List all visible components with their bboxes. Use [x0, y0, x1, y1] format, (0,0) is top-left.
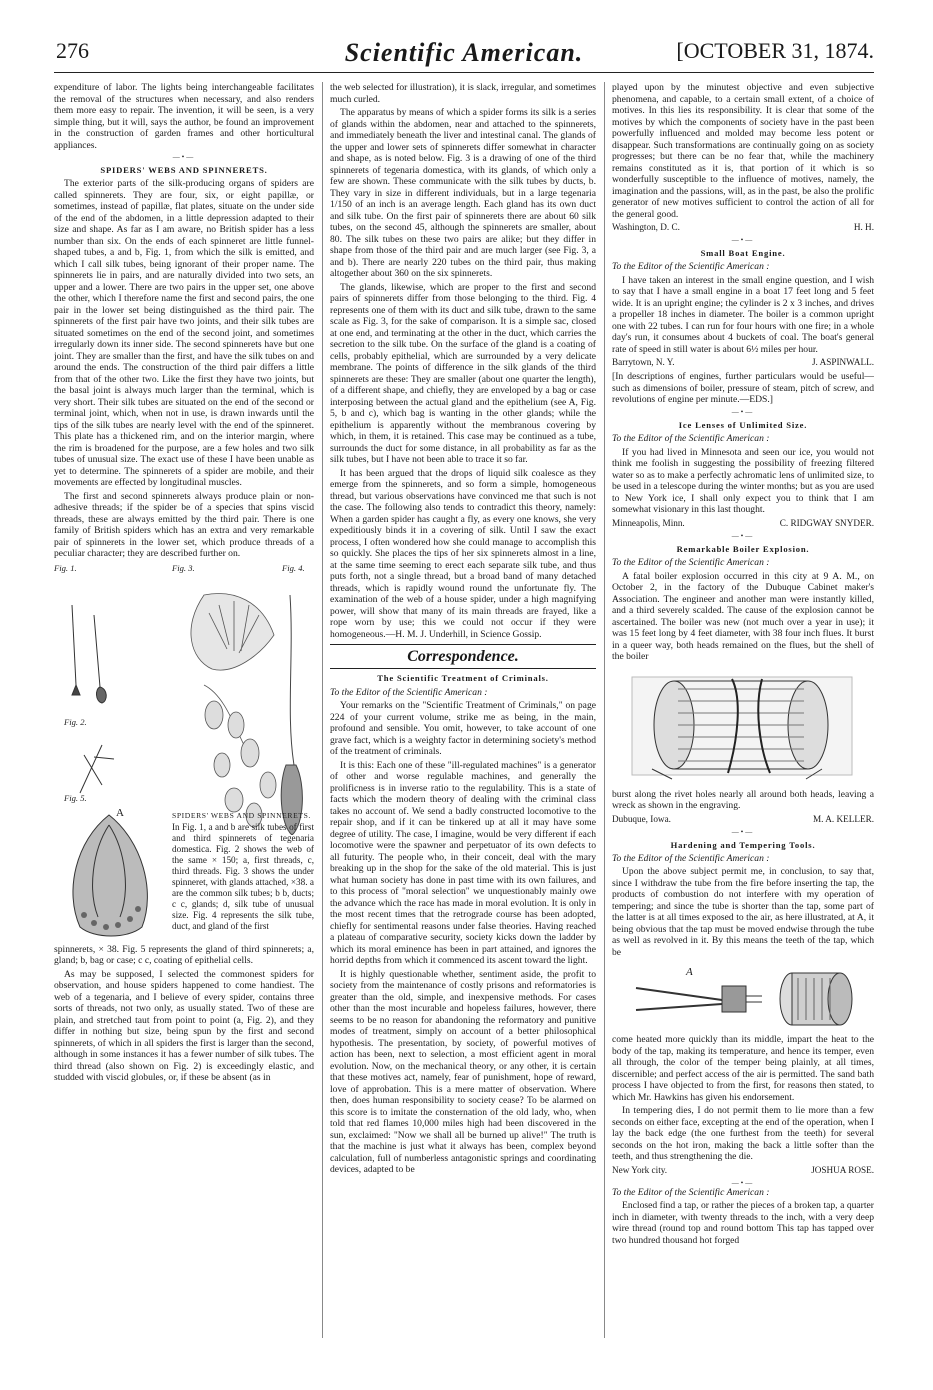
tap-tube-figure — [612, 960, 874, 1032]
page-number: 276 — [56, 38, 89, 63]
letter-signature: JOSHUA ROSE. — [811, 1164, 874, 1175]
figure-label: Fig. 5. — [64, 792, 87, 803]
article-paragraph: The apparatus by means of which a spider forms its silk is a series of glands within the abdomen, near and attached to the spinnerets, and immediately beneath the liver and intestinal canal. The glands of the upper and lower sets of spinnerets differ somewhat in character and shape, as is noted below. Fig. 3 is a drawing of one of the third spinnerets of tegenaria domestica, with its glands, of which only a few are shown. These communicate with the silk tubes by ducts, b. They vary in size in different individuals, but in a large tegenaria 1/150 of an inch is an average length. Each gland has its own duct and silk tube. On the first pair of spinnerets there are about 60 silk tubes, on the second 45, although the spinnerets are smaller, about 80. The silk tubes on these two pairs are alike; but they differ in shape from those of the third pair and are much larger (see Fig. 3, a and b). There are nearly 220 tubes on the third pair, thus making altogether about 360 on the six spinnerets. — [330, 107, 596, 279]
letter-place: Dubuque, Iowa. — [612, 813, 671, 824]
section-divider-ornament: —•— — [731, 407, 755, 416]
column-2 — [330, 82, 596, 1338]
figure-caption: SPIDERS' WEBS AND SPINNERETS. — [172, 810, 311, 820]
spinneret-engraving — [54, 575, 314, 835]
letter-paragraph: come heated more quickly than its middle, impart the heat to the body of the tap, making its temperature, and hence its temper, even all through, the color of the temper being plainly, at all times, discernible; and perfect access of the air is permitted. The sand bath process I have objected to from the first, for reasons then stated, to which Mr. Hawkins has given his endorsement. — [612, 1034, 874, 1103]
letter-place: Washington, D. C. — [612, 222, 680, 232]
issue-date: [OCTOBER 31, 1874. — [676, 38, 874, 63]
letter-paragraph: It is this: Each one of these "ill-regulated machines" is a generator of other and worse regulable machines, and generally the prolificness is in inverse ratio to the regulability. This is a state of facts which the modern theory of dealing with the criminal class takes no account of. We send a badly constructed locomotive to the repair shop, and if it can be tinkered up at all it may have some degree of utility. The case, I imagine, would be very different if each locomotive were the spawner and perpetuator of its own defects to all futurity. The people who, in their conceit, deal with the mary breaking up in the shop for the sake of the old material. This is just what human society has done in past time with its own failures, and to this process of "moral selection" we unquestionably mainly owe the advance which the race has made in moral evolution. It is only in the most recent times that the retrograde course has been adopted, chiefly for sentimental reasons under false theories. Having reached a plateau of comparative security, society kicks down the ladder by which its moral eminence has been in part attained, and ignores the horrid depths from which it commenced its ascent toward the light. — [330, 759, 596, 966]
spider-figures — [54, 563, 314, 941]
column-divider — [322, 82, 323, 1338]
figure-label: Fig. 2. — [64, 716, 87, 727]
column-divider — [604, 82, 605, 1338]
letter-signature: H. H. — [853, 222, 874, 232]
letter-signature-row — [612, 814, 874, 825]
publication-title: Scientific American. — [344, 38, 584, 67]
letter-paragraph: If you had lived in Minnesota and seen our ice, you would not think me foolish in suggesting the possibility of freezing filtered water so as to make a perfectly achromatic lens of unlimited size, to be used in a telescope during the winter months; but as you are used to New York ice, I shall only expect you to think that I am somewhat visionary in this last thought. — [612, 446, 874, 516]
article-paragraph: The exterior parts of the silk-producing organs of spiders are called spinnerets. They are four, six, or eight papillæ, or sometimes, instead of papillæ, flat plates, situate on the under side of the end of the abdomen, in a little depression adapted to their size and shape. As far as I am aware, no British spider has a less number than six. On the ends of each spinneret are little funnel-shaped tubes, a and b, Fig. 1, from which the silk is emitted, and which I call silk tubes, being ignorant of their proper name. The spinnerets lie in pairs, and are naturally divided into two sets, an upper and a lower. There are two pairs in the upper set, one above the other, which I therefore name the first and second pairs, the one pair in the lower set being distinguished as the third pair. The spinnerets of the first pair have two joints, and their silk tubes are situated sometimes on the end of the second joint, and sometimes irregularly down its inner side. The second spinnerets have but one joint. They are smaller than the first, and have the silk tubes on and around the ends. The construction of the third pair differs a little from that of the other two. Like the first they have two joints, but the basal joint is always much larger than the terminal, which is very short. Their silk tubes are situated on the end of the second or terminal joint, which, when not in use, is drawn inwards until the tips of the silk tubes are nearly level with the end of the spinneret. This plate has a thickened rim, and on the interior margin, where the rim is broadened for the purpose, are a few holes and two silk tubes of unusual size. The exact use of these I have been unable as yet to determine. The spinnerets of a spider are mobile, and their movements are effected by longitudinal muscles. — [54, 178, 314, 489]
correspondence-title: Correspondence. — [330, 644, 596, 669]
letter-paragraph: In tempering dies, I do not permit them to lie more than a few seconds on either face, excepting at the end of the operation, when I lay the back edge (the one furthest from the teeth) for several seconds on the hot iron, making the back a little softer than the teeth, and thus strengthening the die. — [612, 1105, 874, 1163]
article-paragraph: spinnerets, × 38. Fig. 5 represents the gland of third spinnerets; a, gland; b, bag or case; c c, coating of epithelial cells. — [54, 943, 314, 967]
article-paragraph: As may be supposed, I selected the commonest spiders for observation, and house spiders happened to come handiest. The web of a tegenaria, and I believe of every spider, contains three sorts of threads, not two only, as usually stated. Two of these are plain, and stretched taut from point to point (a, Fig. 2), and they differ in nothing but size, being spun by the first and second spinnerets, of which in all spiders the first is larger than the second, although in some instances it has a fewer number of silk tubes. The third thread (also shown on Fig. 2) is exceedingly elastic, and studded with viscid globules, or, if these be absent (as in — [54, 968, 314, 1084]
letter-heading-tempering-tools: Hardening and Tempering Tools. — [670, 839, 816, 850]
letter-signature-row — [612, 518, 874, 529]
letter-heading-boat-engine: Small Boat Engine. — [700, 248, 786, 259]
intro-paragraph: expenditure of labor. The lights being interchangeable facilitates the removal of the structures when necessary, and also renders them more easy to repair. The invention, it will be seen, is a very simple thing, but it will, says the author, be found an improvement in the construction of garden frames and other horticultural appliances. — [54, 82, 314, 151]
article-paragraph: The glands, likewise, which are proper to the first and second pairs of spinnerets differ from those belonging to the third. Fig. 4 represents one of them with its duct and silk tube, drawn to the same scale as Fig. 3, for the sake of comparison. It is a simple sac, closed at one end, and terminating at the other in the duct, which carries the secretion to the silk tube. On the surface of the gland is a coating of cells, probably epithelial, which are surrounded by a very delicate membrane. The points of difference in the silk glands of the third spinnerets are these: They are smaller (about one quarter the length), of a different shape, and chiefly, they are enveloped by a bag or case interposing between the actual gland and the epithelium (see A, Fig. 5, b and c), which bag is wanting in the other glands; while the epithelium is apparently without the membranous covering by which, in them, it is retained. This case may be continued as a tube, surrounds the duct for some distance, in all probability as far as the silk tubes, but I have not been able to trace it so far. — [330, 281, 596, 465]
section-divider-ornament: —•— — [731, 1178, 755, 1187]
fig3-gland-cluster-drawing — [191, 593, 276, 826]
newspaper-page — [54, 38, 874, 1338]
article-paragraph: The first and second spinnerets always produce plain or non-adhesive threads; if the spider be of a species that spins viscid threads, these are always emitted by the third pair. There is one family of British spiders which has an extra and very remarkable pair of spinnerets in the lower set, which produce threads of a peculiar character; they are described further on. — [54, 490, 314, 560]
fig5-gland-engraving — [54, 811, 164, 941]
figure-label: A — [116, 806, 124, 819]
section-divider-ornament: —•— — [172, 153, 196, 161]
letter-paragraph: Enclosed find a tap, or rather the pieces of a broken tap, a quarter inch in diameter, with twenty threads to the inch, with a very deep wire thread (round top and round bottom This tap has tapped over two hundred thousand hot forged — [612, 1200, 874, 1246]
section-divider-ornament: —•— — [731, 827, 755, 836]
article-paragraph: the web selected for illustration), it is slack, irregular, and sometimes much curled. — [330, 82, 596, 105]
letter-place: Minneapolis, Minn. — [612, 517, 685, 528]
letter-paragraph: Upon the above subject permit me, in conclusion, to say that, since I withdraw the tube from the fire before inserting the tap, the products of combustion do not interfere with my operation of tempering; and since the tube is shorter than the tap, some part of the latter is at all times exposed to the air, as here illustrated, at A, it being obvious that the tap must be moved endwise through the tube as well as revolved in it. By this means the teeth of the tap, which be — [612, 866, 874, 958]
letter-heading-boiler-explosion: Remarkable Boiler Explosion. — [676, 543, 810, 554]
editor-note: [In descriptions of engines, further particulars would be useful—such as dimensions of boiler, pressure of steam, pitch of screw, and revolutions of engine per minute.—EDS.] — [612, 371, 874, 406]
letter-heading-ice-lenses: Ice Lenses of Unlimited Size. — [678, 419, 808, 430]
letter-place: New York city. — [612, 1164, 668, 1175]
tap-tube-engraving — [612, 960, 874, 1032]
figure-label: Fig. 1. — [54, 562, 77, 573]
masthead-rule — [54, 72, 874, 73]
letter-paragraph: It is highly questionable whether, sentiment aside, the profit to society from the maintenance of costly prisons and reformatories is greater than the old, simple, and inexpensive methods. For cases other than the most incurable and hopeless failures, however, there seems to be no reason for abandoning the reformatory and punitive modes of treatment, simply on account of a better philosophical hypothesis. The presentation, by society, of powerful motives of action has been, next to selection, a most efficient agent in moral evolution. Now, on the mechanical theory, or any other, it is certain that these motives act, namely, fear of punishment, hope of reward, love of approbation. This is a mere matter of observation. Where then, does human responsibility to society cease? To be alarmed on this score is to imitate the consternation of the old lady, who, when told that red flames 10,000 miles high had been discovered in the sun, exclaimed: "Now we shall all be burned up alive!" The truth is that the machine is just what it always has been, complex beyond calculation, full of numberless antagonistic springs and coordinating devices, adapted to be — [330, 968, 596, 1175]
letter-signature: M. A. KELLER. — [813, 813, 874, 824]
letter-signature: J. ASPINWALL. — [811, 357, 874, 368]
section-divider-ornament: —•— — [731, 236, 755, 245]
letter-salutation: To the Editor of the Scientific American : — [612, 852, 770, 864]
section-divider-ornament: —•— — [731, 531, 755, 540]
column-1 — [54, 82, 314, 1338]
letter-paragraph: Your remarks on the "Scientific Treatment of Criminals," on page 224 of your current volume, strike me as being, in the main, profound and sensible. You omit, however, to take account of one grave fact, which is a weighty factor in determining society's method of the treatment of criminals. — [330, 700, 596, 757]
letter-salutation: To the Editor of the Scientific American : — [612, 261, 770, 273]
figure-label: Fig. 3. — [172, 562, 195, 573]
letter-heading-criminals: The Scientific Treatment of Criminals. — [377, 673, 549, 684]
letter-paragraph: burst along the rivet holes nearly all around both heads, leaving a wreck as shown in the engraving. — [612, 788, 874, 812]
letter-place: Barrytown, N. Y. — [612, 357, 675, 368]
figure-note — [172, 811, 314, 932]
masthead — [54, 38, 874, 72]
letter-salutation: To the Editor of the Scientific American : — [612, 557, 770, 569]
fig1-silk-tubes-drawing — [72, 605, 114, 793]
letter-salutation: To the Editor of the Scientific American : — [612, 433, 770, 445]
letter-salutation: To the Editor of the Scientific American : — [330, 686, 488, 698]
letter-signature-row — [612, 357, 874, 368]
letter-signature-row — [612, 1165, 874, 1176]
letter-signature-row — [612, 222, 874, 233]
letter-paragraph: played upon by the minutest objective and even subjective phenomena, and capable, to a certain small extent, of a choice of motives. In this lies its responsibility. It is clear that some of the motives by which the components of society have in the past been powerfully influenced and molded may become less potent or disappear. Such transformations are continually going on as society progresses; but there can be no fear that, while the machinery remains constituted as it is, that portion of it which is so wonderfully susceptible to the influence of motives, namely, the imagination and the passions, will, as in the past, be also the prolific generator of new motives sufficient to control the action of all for the general good. — [612, 82, 874, 220]
letter-signature: C. RIDGWAY SNYDER. — [779, 517, 874, 528]
figure-label: A — [686, 966, 693, 979]
column-3 — [612, 82, 874, 1338]
figure-description: In Fig. 1, a and b are silk tubes of first and third spinnerets of tegenaria domestica. Fig. 2 shows the web of the same × 150; a, first threads, c, third threads. Fig. 3 shows the under spinneret, with glands attached, ×38. a are the common silk tubes; b b, ducts; c c, glands; d, silk tube of unusual size. Fig. 4 represents the silk tube, duct, and gland of the first — [172, 821, 314, 932]
article-heading-spiders: SPIDERS' WEBS AND SPINNERETS. — [100, 165, 268, 175]
letter-salutation: To the Editor of the Scientific American : — [612, 1186, 770, 1198]
boiler-wreck-engraving — [612, 665, 874, 787]
fig4-gland-drawing — [281, 595, 302, 835]
article-paragraph: It has been argued that the drops of liquid silk coalesce as they emerge from the spinnerets, and so form a simple, homogeneous thread, but various observations have convinced me that such is not the case. The following also tends to contradict this theory, namely: When a garden spider has caught a fly, as every one knows, she very expeditiously binds it in a covering of silk. Until I saw the exact process, I often wondered how she could manage to accomplish this so quickly. She places the tips of her six spinnerets almost in a line, at the same time seeming to erect each separate silk tube, and thus puts forth, not a single thread, but a broad band of many detached threads, which is rapidly wound round the unfortunate fly. The examination of the web of a house spider, under a high magnifying power, will show that many of its main threads are frayed, like a rope worn by use; this we could not occur if they were homogeneous.—H. M. J. Underhill, in Science Gossip. — [330, 467, 596, 640]
letter-paragraph: A fatal boiler explosion occurred in this city at 9 A. M., on October 2, in the factory of the Dubuque Cabinet maker's Association. The engineer and another man were instantly killed, and a third severely scalded. The cause of the explosion cannot be ascertained. The boiler was new (not much over a year in use); it was 15 feet long by 4 feet diameter, with 38 four inch flues. It burst in a queer way, both heads remained on the flues, but the shell of the boiler — [612, 570, 874, 663]
figure-label: Fig. 4. — [282, 562, 305, 573]
letter-paragraph: I have taken an interest in the small engine question, and I wish to say that I have a small engine in a boat 17 feet long and 5 feet wide. It is an upright engine; the cylinder is 2 x 3 inches, and drives a propeller 18 inches in diameter. The boiler is a common upright one with 22 tubes. I can run for four hours with one fire; in a whole day's run, it consumes about 4 buckets of coal. The boat's general rate of speed in still water is about 6½ miles per hour. — [612, 274, 874, 355]
